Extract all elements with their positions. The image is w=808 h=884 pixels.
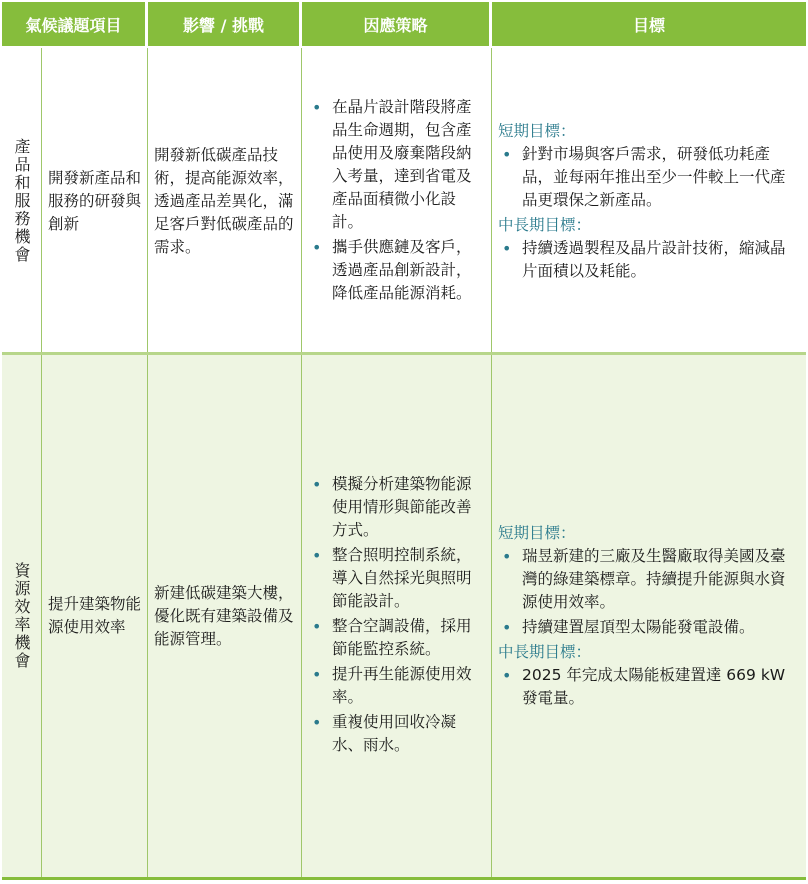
row-item (42, 354, 148, 878)
list-item: • 2025 年完成太陽能板建置達 669 kW 發電量。 (498, 664, 800, 710)
header-strategy: 因應策略 (302, 2, 492, 46)
row-target (492, 354, 806, 878)
short-term-list (498, 143, 800, 212)
row-impact (148, 354, 302, 878)
table-row (2, 354, 806, 878)
impact-text: 開發新低碳產品技術，提高能源效率，透過產品差異化，滿足客戶對低碳產品的需求。 (154, 145, 294, 256)
list-item: • 模擬分析建築物能源使用情形與節能改善方式。 (308, 473, 485, 542)
strategy-list (308, 473, 485, 759)
item-text: 提升建築物能源使用效率 (48, 595, 142, 636)
row-strategy (302, 354, 492, 878)
short-term-title: 短期目標： (498, 121, 576, 140)
header-target: 目標 (492, 2, 806, 46)
row-impact (148, 48, 302, 354)
climate-table (2, 2, 806, 880)
row-category (2, 48, 42, 354)
list-item: • 針對市場與客戶需求，研發低功耗產品，並每兩年推出至少一件較上一代產品更環保之新產品。 (498, 143, 800, 212)
list-item: • 整合空調設備，採用節能監控系統。 (308, 615, 485, 661)
list-item: • 重複使用回收冷凝水、雨水。 (308, 711, 485, 757)
list-item: • 攜手供應鏈及客戶，透過產品創新設計，降低產品能源消耗。 (308, 236, 485, 305)
list-item: • 瑞昱新建的三廠及生醫廠取得美國及臺灣的綠建築標章。持續提升能源與水資源使用效率。 (498, 545, 800, 614)
long-term-list (498, 237, 800, 283)
long-term-title: 中長期目標： (498, 215, 592, 234)
list-item: • 提升再生能源使用效率。 (308, 663, 485, 709)
table-header (2, 2, 806, 46)
row-category (2, 354, 42, 878)
list-item: • 整合照明控制系統，導入自然採光與照明節能設計。 (308, 544, 485, 613)
header-issue: 氣候議題項目 (2, 2, 148, 46)
list-item: • 持續透過製程及晶片設計技術，縮減晶片面積以及耗能。 (498, 237, 800, 283)
long-term-title: 中長期目標： (498, 643, 592, 661)
list-item: • 持續建置屋頂型太陽能發電設備。 (498, 616, 800, 639)
strategy-list (308, 96, 485, 307)
row-strategy (302, 48, 492, 354)
table-bottom-border (2, 877, 806, 880)
header-impact: 影響 / 挑戰 (148, 2, 302, 46)
short-term-title: 短期目標： (498, 524, 576, 542)
item-text: 開發新產品和服務的研發與創新 (48, 168, 142, 233)
category-label: 產品和服務機會 (12, 138, 31, 264)
row-divider (2, 352, 806, 355)
row-item (42, 48, 148, 354)
category-label: 資源效率機會 (12, 562, 31, 670)
table-row (2, 48, 806, 354)
long-term-list (498, 664, 800, 710)
row-target (492, 48, 806, 354)
list-item: • 在晶片設計階段將產品生命週期，包含產品使用及廢棄階段納入考量，達到省電及產品面積微小化設計。 (308, 96, 485, 234)
short-term-list (498, 545, 800, 639)
impact-text: 新建低碳建築大樓，優化既有建築設備及能源管理。 (154, 583, 294, 648)
